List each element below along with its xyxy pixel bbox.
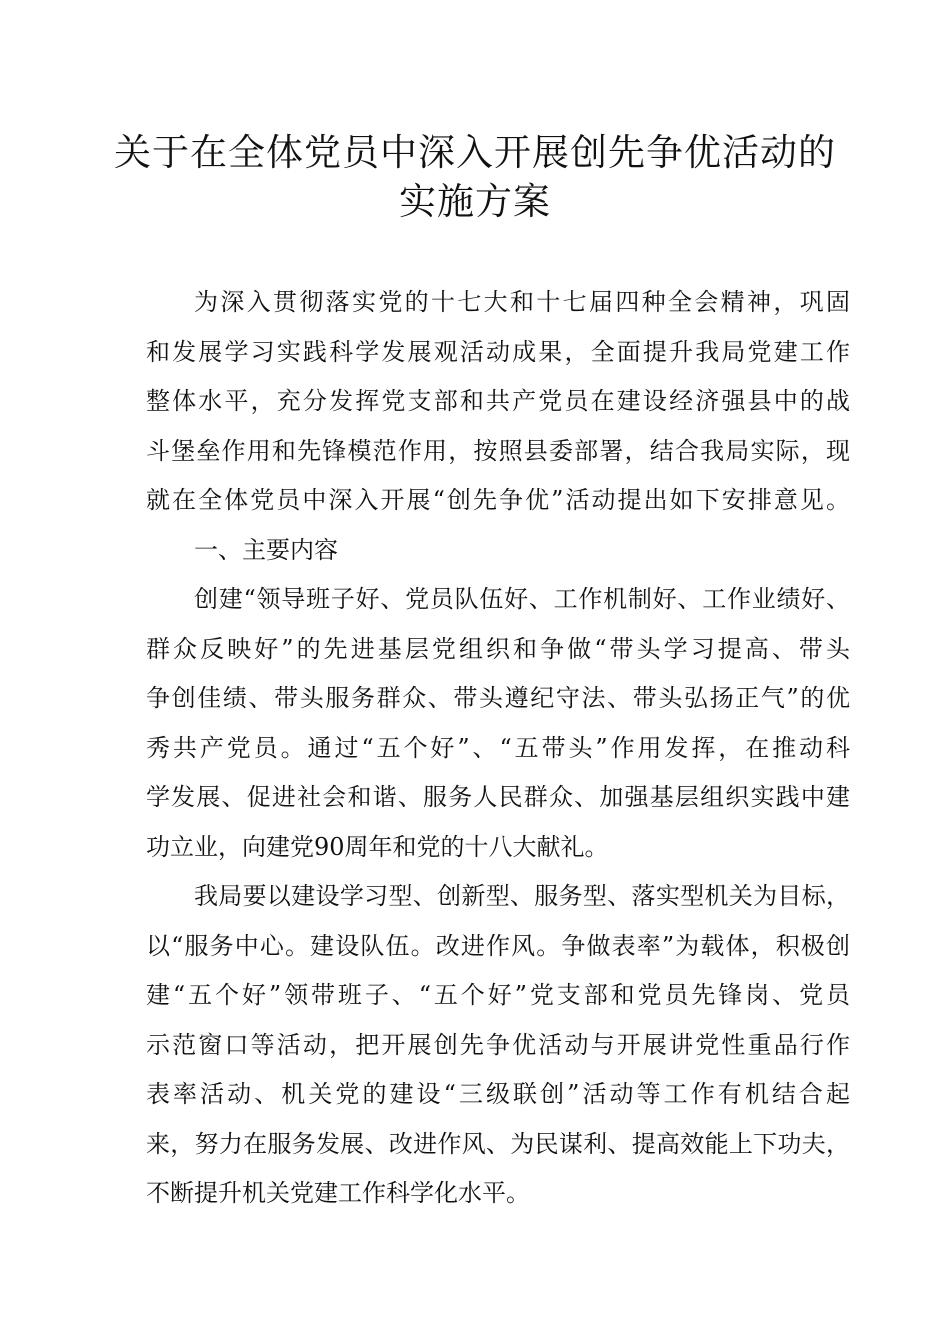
text-line: 整体水平，充分发挥党支部和共产党员在建设经济强县中的战 [146,387,850,415]
text-line: 创建“领导班子好、党员队伍好、工作机制好、工作业绩好、 [194,585,850,613]
section-heading-main-content: 一、主要内容 [194,535,338,564]
document-body [146,278,850,1219]
text-line: 争创佳绩、带头服务群众、带头遵纪守法、带头弘扬正气”的优 [146,684,850,712]
text-line: 斗堡垒作用和先锋模范作用，按照县委部署，结合我局实际，现 [146,436,850,465]
paragraph-intro [146,278,850,526]
text-line: 群众反映好”的先进基层党组织和争做“带头学习提高、带头 [146,634,850,663]
document-title-line-1: 关于在全体党员中深入开展创先争优活动的 [114,131,836,174]
text-line: 学发展、促进社会和谐、服务人民群众、加强基层组织实践中建 [146,783,850,811]
paragraph-bureau-goals [146,872,850,1219]
text-line: 和发展学习实践科学发展观活动成果，全面提升我局党建工作 [146,337,850,366]
text-line: 表率活动、机关党的建设“三级联创”活动等工作有机结合起 [146,1080,850,1108]
text-line: 建“五个好”领带班子、“五个好”党支部和党员先锋岗、党员 [146,981,850,1009]
text-line: 示范窗口等活动，把开展创先争优活动与开展讲党性重品行作 [146,1030,850,1059]
text-line: 功立业，向建党90周年和党的十八大献礼。 [146,832,609,861]
text-line: 为深入贯彻落实党的十七大和十七届四种全会精神，巩固 [194,288,850,316]
text-line: 秀共产党员。通过“五个好”、“五带头”作用发挥，在推动科 [146,733,850,762]
paragraph-main-content [146,575,850,872]
text-line: 来，努力在服务发展、改进作风、为民谋利、提高效能上下功夫， [146,1129,850,1158]
text-line: 以“服务中心。建设队伍。改进作风。争做表率”为载体，积极创 [146,931,850,960]
text-line: 我局要以建设学习型、创新型、服务型、落实型机关为目标， [194,882,850,910]
document-title-line-2: 实施方案 [399,180,551,223]
text-line: 不断提升机关党建工作科学化水平。 [146,1179,530,1207]
text-line: 就在全体党员中深入开展“创先争优”活动提出如下安排意见。 [146,486,850,514]
